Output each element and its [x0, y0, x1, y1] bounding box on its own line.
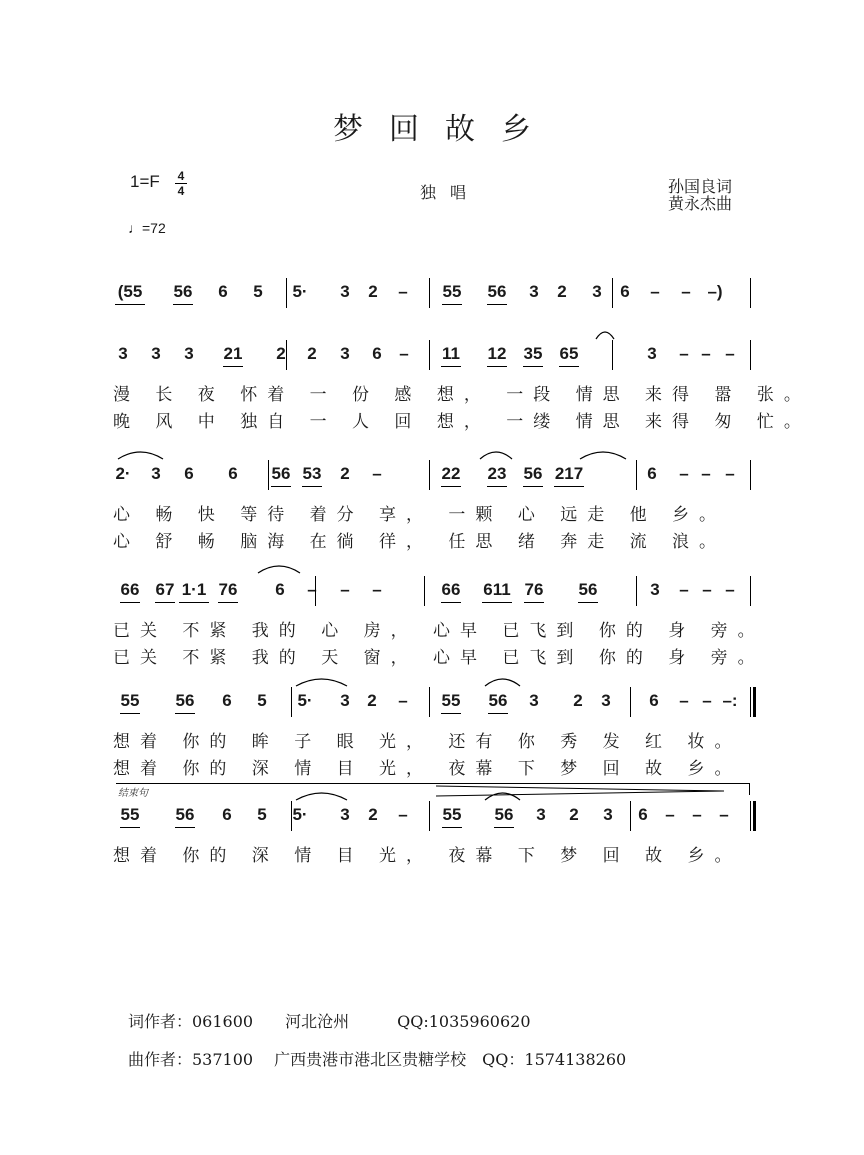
performance-type: 独唱: [420, 183, 481, 202]
jianpu-note: 3: [529, 691, 539, 710]
ending-bracket-end: [749, 783, 750, 795]
jianpu-note: 3: [601, 691, 611, 710]
jianpu-note: –: [307, 580, 317, 599]
jianpu-note: 56: [175, 805, 195, 824]
jianpu-note: 6: [638, 805, 648, 824]
jianpu-note: 2: [307, 344, 317, 363]
jianpu-note: 2·: [115, 464, 131, 483]
lyric-line: 已关 不紧 我的 天 窗， 心早 已飞到 你的 身 旁。: [113, 648, 765, 668]
jianpu-note: –: [665, 805, 675, 824]
jianpu-note: 56: [523, 464, 543, 483]
tempo-value: =72: [142, 220, 166, 236]
jianpu-note: 6: [218, 282, 228, 301]
jianpu-note: 2: [569, 805, 579, 824]
key-signature: 1=F: [130, 172, 160, 191]
jianpu-note: 1·1: [181, 580, 207, 599]
jianpu-note: 11: [442, 344, 460, 363]
jianpu-note: 5: [257, 805, 267, 824]
jianpu-note: 6: [222, 691, 232, 710]
jianpu-note: 6: [620, 282, 630, 301]
jianpu-note: 56: [175, 691, 195, 710]
jianpu-note: 55: [441, 691, 461, 710]
jianpu-note: 65: [559, 344, 579, 363]
jianpu-note: 55: [442, 282, 462, 301]
jianpu-note: 3: [650, 580, 660, 599]
quarter-note-icon: ♩: [128, 220, 142, 236]
slur-arc: [485, 679, 520, 686]
slur-arc: [296, 793, 347, 800]
jianpu-note: –: [399, 344, 409, 363]
jianpu-note: 12: [487, 344, 507, 363]
jianpu-note: (55: [117, 282, 143, 301]
jianpu-note: 6: [228, 464, 238, 483]
jianpu-note: –: [681, 282, 691, 301]
jianpu-note: 2: [367, 691, 377, 710]
jianpu-note: 2: [368, 805, 378, 824]
jianpu-note: 66: [120, 580, 140, 599]
jianpu-note: 3: [151, 464, 161, 483]
jianpu-note: 21: [223, 344, 243, 363]
jianpu-note: 6: [647, 464, 657, 483]
jianpu-note: 3: [118, 344, 128, 363]
jianpu-note: –: [701, 464, 711, 483]
jianpu-note: 35: [523, 344, 543, 363]
jianpu-note: 3: [340, 344, 350, 363]
time-signature-top: 4: [177, 169, 185, 183]
jianpu-note: 5·: [297, 691, 313, 710]
lyric-line: 心 舒 畅 脑海 在徜 徉， 任思 绪 奔走 流 浪。: [113, 532, 727, 552]
jianpu-note: –: [679, 344, 689, 363]
jianpu-note: 2: [557, 282, 567, 301]
jianpu-note: –: [719, 805, 729, 824]
jianpu-note: 3: [340, 805, 350, 824]
jianpu-note: 76: [218, 580, 238, 599]
jianpu-note: 55: [442, 805, 462, 824]
lyricist-credit: 孙国良词: [668, 177, 733, 196]
jianpu-note: –: [679, 580, 689, 599]
jianpu-note: –: [702, 580, 712, 599]
jianpu-note: 611: [483, 580, 511, 599]
jianpu-note: 3: [184, 344, 194, 363]
lyric-line: 已关 不紧 我的 心 房， 心早 已飞到 你的 身 旁。: [113, 621, 765, 641]
jianpu-note: 5·: [292, 282, 308, 301]
jianpu-note: –: [702, 691, 712, 710]
jianpu-note: 55: [120, 805, 140, 824]
decrescendo-hairpin: [436, 784, 726, 798]
slur-arc: [296, 679, 347, 686]
jianpu-note: 56: [173, 282, 193, 301]
jianpu-note: 3: [340, 282, 350, 301]
lyric-line: 想着 你的 眸 子 眼 光， 还有 你 秀 发 红 妆。: [113, 732, 742, 752]
jianpu-note: 6: [275, 580, 285, 599]
jianpu-note: 56: [271, 464, 291, 483]
jianpu-note: –): [707, 282, 723, 301]
jianpu-note: 6: [184, 464, 194, 483]
jianpu-note: 3: [592, 282, 602, 301]
time-signature-bottom: 4: [177, 184, 185, 198]
slur-arc: [580, 452, 626, 459]
jianpu-note: 67: [155, 580, 175, 599]
jianpu-note: 3: [151, 344, 161, 363]
jianpu-note: 6: [222, 805, 232, 824]
slur-arc: [480, 452, 512, 459]
slur-arc: [118, 452, 163, 459]
jianpu-note: 56: [487, 282, 507, 301]
jianpu-note: 2: [340, 464, 350, 483]
slur-arc: [596, 332, 614, 339]
jianpu-note: 56: [488, 691, 508, 710]
jianpu-note: 3: [647, 344, 657, 363]
jianpu-note: 3: [340, 691, 350, 710]
jianpu-note: 2: [573, 691, 583, 710]
jianpu-note: 3: [536, 805, 546, 824]
jianpu-note: 76: [524, 580, 544, 599]
jianpu-note: 6: [649, 691, 659, 710]
jianpu-note: 5·: [292, 805, 308, 824]
jianpu-note: –: [679, 691, 689, 710]
jianpu-note: 5: [253, 282, 263, 301]
composer-info: 曲作者：537100 广西贵港市港北区贵糖学校 QQ：1574138260: [128, 1050, 627, 1069]
jianpu-note: –: [701, 344, 711, 363]
jianpu-note: –: [372, 464, 382, 483]
composer-credit: 黄永杰曲: [668, 194, 733, 213]
jianpu-note: –: [398, 282, 408, 301]
jianpu-note: 55: [120, 691, 140, 710]
jianpu-note: –: [725, 344, 735, 363]
jianpu-note: 3: [529, 282, 539, 301]
jianpu-note: 3: [603, 805, 613, 824]
lyric-line: 心 畅 快 等待 着分 享， 一颗 心 远走 他 乡。: [113, 505, 727, 525]
lyric-line: 想着 你的 深 情 目 光， 夜幕 下 梦 回 故 乡。: [113, 759, 742, 779]
jianpu-note: 53: [302, 464, 322, 483]
jianpu-note: –: [692, 805, 702, 824]
lyric-line: 晚 风 中 独自 一 人 回 想， 一缕 情思 来得 匆 忙。: [113, 412, 811, 432]
lyric-line: 想着 你的 深 情 目 光， 夜幕 下 梦 回 故 乡。: [113, 846, 742, 866]
jianpu-note: 23: [487, 464, 507, 483]
jianpu-note: –: [725, 464, 735, 483]
jianpu-note: 56: [578, 580, 598, 599]
jianpu-note: 6: [372, 344, 382, 363]
jianpu-note: –: [372, 580, 382, 599]
jianpu-note: –: [398, 805, 408, 824]
jianpu-note: 56: [494, 805, 514, 824]
jianpu-note: 217: [554, 464, 584, 483]
lyricist-info: 词作者：061600 河北沧州 QQ:1035960620: [128, 1012, 531, 1031]
lyric-line: 漫 长 夜 怀着 一 份 感 想， 一段 情思 来得 嚣 张。: [113, 385, 811, 405]
jianpu-note: 22: [441, 464, 461, 483]
jianpu-note: 66: [441, 580, 461, 599]
jianpu-note: 2: [368, 282, 378, 301]
jianpu-note: –: [679, 464, 689, 483]
ending-label: 结束句: [118, 788, 148, 799]
jianpu-note: 2: [276, 344, 286, 363]
jianpu-note: –: [725, 580, 735, 599]
song-title: 梦回故乡: [333, 112, 557, 147]
jianpu-note: –: [650, 282, 660, 301]
jianpu-note: 5: [257, 691, 267, 710]
jianpu-note: –: [340, 580, 350, 599]
jianpu-note: –: [398, 691, 408, 710]
jianpu-note: –:: [722, 691, 738, 710]
slur-arc: [258, 566, 300, 573]
